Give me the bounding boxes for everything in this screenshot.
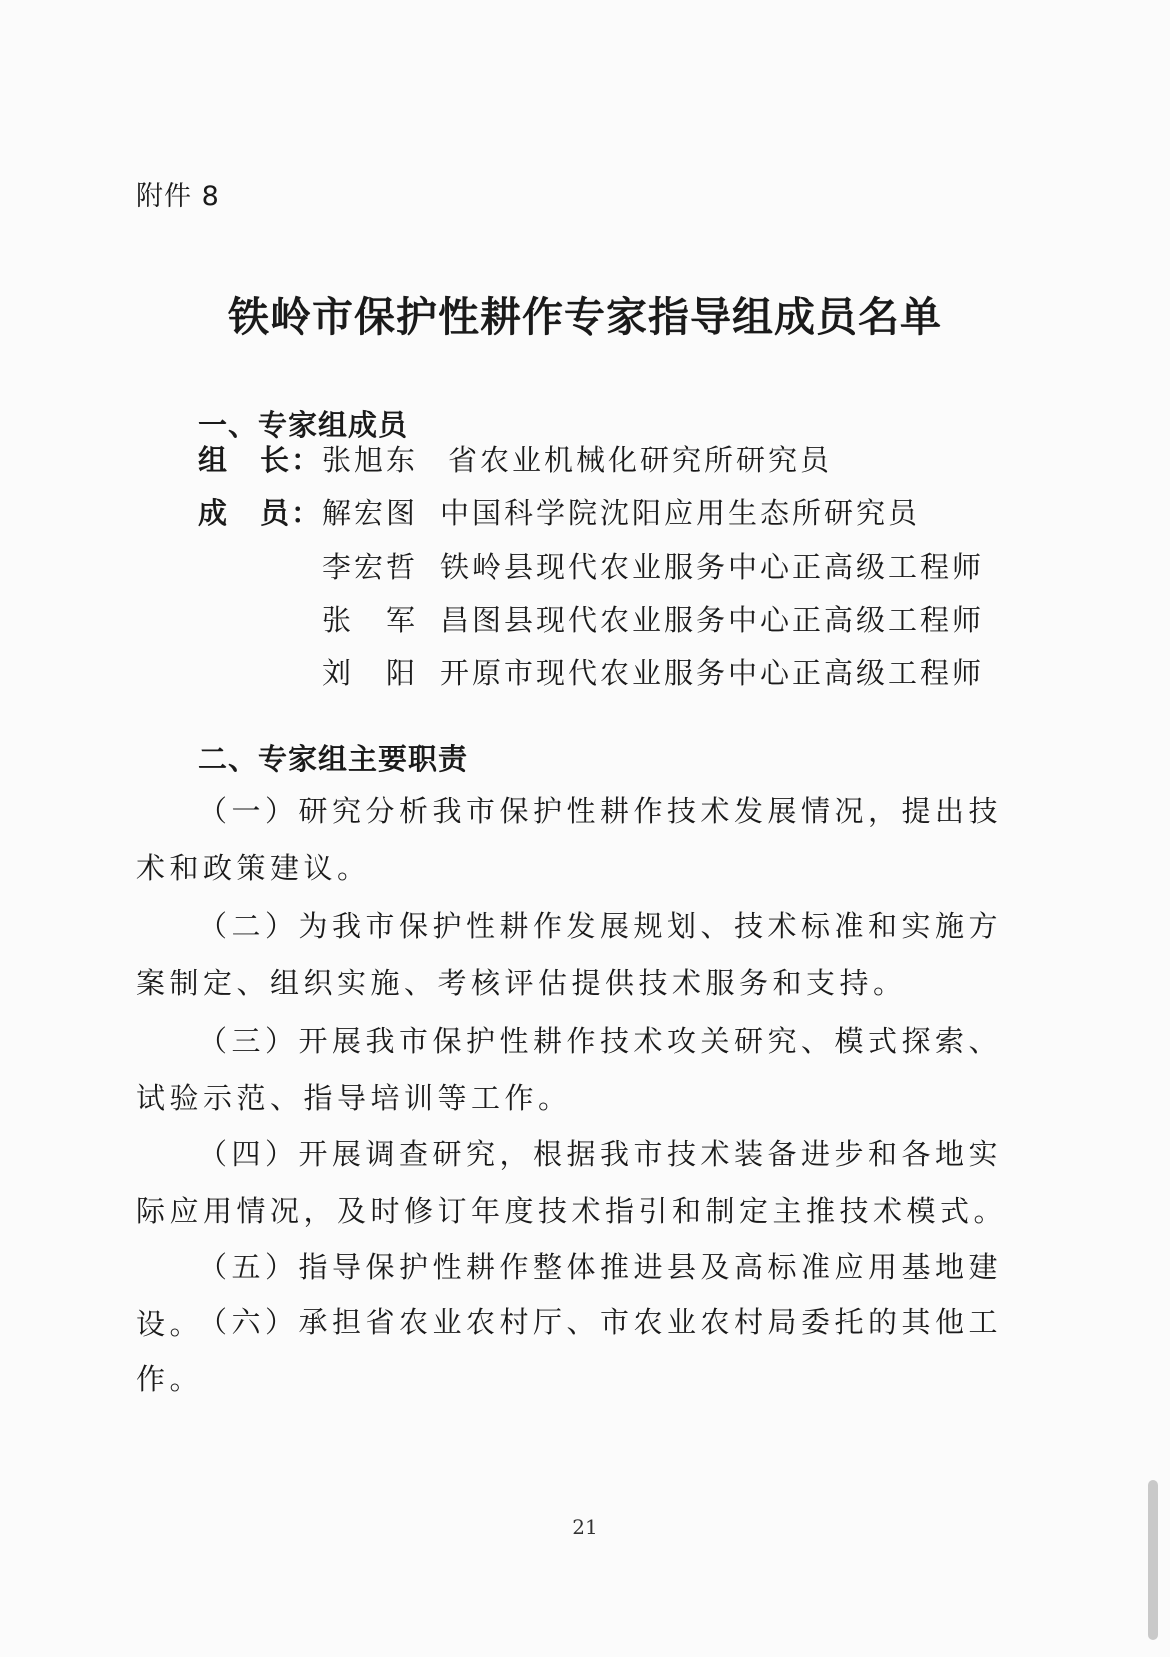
member-org: 昌图县现代农业服务中心正高级工程师	[440, 603, 985, 637]
duty-paragraph: （六）承担省农业农村厅、市农业农村局委托的其他工作。	[136, 1305, 1003, 1396]
member-name: 张 军	[322, 603, 419, 637]
duty-paragraph: （三）开展我市保护性耕作技术攻关研究、模式探索、试验示范、指导培训等工作。	[136, 1024, 1003, 1115]
member-row	[198, 651, 1058, 691]
member-role: 成 员：	[198, 496, 323, 530]
member-name: 李宏哲	[322, 550, 419, 584]
duty-paragraph: （五）指导保护性耕作整体推进县及高标准应用基地建设。	[136, 1250, 1003, 1341]
duty-paragraph: （四）开展调查研究，根据我市技术装备进步和各地实际应用情况，及时修订年度技术指引和制定主推技术模式。	[136, 1137, 1008, 1228]
member-org: 省农业机械化研究所研究员	[448, 443, 833, 477]
member-name: 刘 阳	[322, 656, 419, 690]
member-name: 张旭东	[322, 443, 419, 477]
member-org: 中国科学院沈阳应用生态所研究员	[440, 496, 921, 530]
member-row	[198, 491, 1058, 531]
section-heading-duties: 二、专家组主要职责	[198, 742, 469, 776]
member-org: 铁岭县现代农业服务中心正高级工程师	[440, 550, 985, 584]
duty-paragraph: （二）为我市保护性耕作发展规划、技术标准和实施方案制定、组织实施、考核评估提供技术服务和支持。	[136, 909, 1003, 1000]
duty-paragraph: （一）研究分析我市保护性耕作技术发展情况，提出技术和政策建议。	[136, 794, 1003, 885]
member-name: 解宏图	[322, 496, 419, 530]
section-heading-members: 一、专家组成员	[198, 408, 409, 442]
page-number: 21	[572, 1515, 598, 1539]
member-row	[198, 438, 1058, 478]
member-role: 组 长：	[198, 443, 323, 477]
member-row	[198, 545, 1058, 585]
member-org: 开原市现代农业服务中心正高级工程师	[440, 656, 985, 690]
document-title: 铁岭市保护性耕作专家指导组成员名单	[228, 293, 942, 341]
member-row	[198, 598, 1058, 638]
scrollbar-thumb[interactable]	[1148, 1480, 1158, 1640]
attachment-label: 附件 8	[136, 181, 220, 212]
